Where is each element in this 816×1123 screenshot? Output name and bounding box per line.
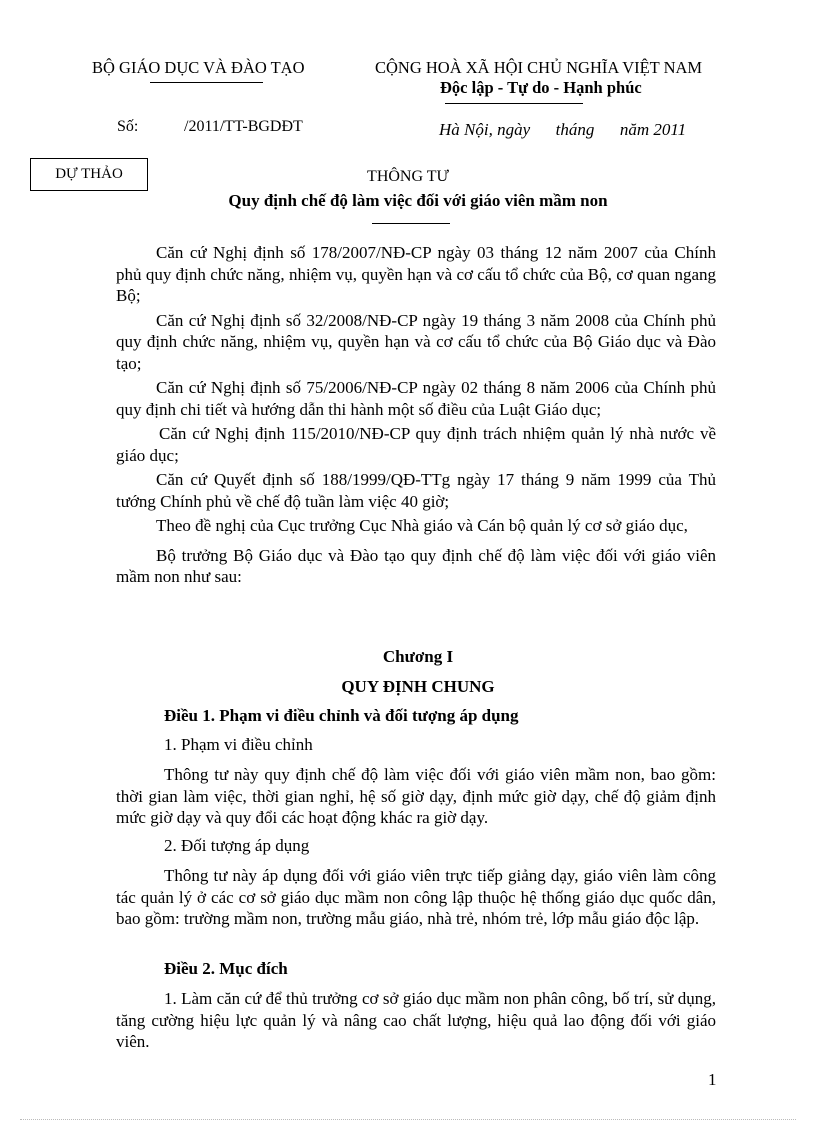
preamble-paragraph: Căn cứ Nghị định 115/2010/NĐ-CP quy định trách nhiệm quản lý nhà nước về giáo dục; [116, 424, 716, 465]
doc-number-label: Số: [117, 118, 139, 135]
article1-clause2-text: Thông tư này áp dụng đối với giáo viên trực tiếp giảng dạy, giáo viên làm công tác quản lý ở các cơ sở giáo dục mầm non công lập thuộc hệ thống giáo dục quốc dân, bao gồm: trường mầm non, trường mẫu giáo, nhà trẻ, nhóm trẻ, lớp mẫu giáo độc lập. [116, 866, 716, 928]
chapter-name: QUY ĐỊNH CHUNG [341, 677, 495, 696]
motto: Độc lập - Tự do - Hạnh phúc [440, 78, 642, 97]
article1-clause2-title: 2. Đối tượng áp dụng [164, 836, 310, 855]
ministry-name: BỘ GIÁO DỤC VÀ ĐÀO TẠO [92, 58, 305, 77]
preamble-paragraph: Căn cứ Nghị định số 32/2008/NĐ-CP ngày 19 tháng 3 năm 2008 của Chính phủ quy định chức năng, nhiệm vụ, quyền hạn và cơ cấu tổ chức của Bộ Giáo dục và Đào tạo; [116, 310, 716, 373]
preamble-paragraph: Căn cứ Nghị định số 178/2007/NĐ-CP ngày 03 tháng 12 năm 2007 của Chính phủ quy định chức năng, nhiệm vụ, quyền hạn và cơ cấu tổ chức của Bộ, cơ quan ngang Bộ; [116, 243, 716, 305]
page-number: 1 [708, 1070, 717, 1089]
article1-heading: Điều 1. Phạm vi điều chỉnh và đối tượng áp dụng [164, 706, 519, 725]
doc-type: THÔNG TƯ [367, 168, 449, 185]
preamble-paragraph: Theo đề nghị của Cục trưởng Cục Nhà giáo và Cán bộ quản lý cơ sở giáo dục, [156, 516, 688, 535]
article2-clause1 [116, 988, 716, 1053]
doc-subject: Quy định chế độ làm việc đối với giáo viên mầm non [228, 191, 608, 210]
article1-clause1-text: Thông tư này quy định chế độ làm việc đối với giáo viên mầm non, bao gồm: thời gian làm việc, thời gian nghỉ, hệ số giờ dạy, định mức giờ dạy, chế độ giảm định mức giờ dạy và quy đổi các hoạt động khác ra giờ dạy. [116, 765, 716, 827]
preamble-paragraph: Căn cứ Nghị định số 75/2006/NĐ-CP ngày 02 tháng 8 năm 2006 của Chính phủ quy định chi tiết và hướng dẫn thi hành một số điều của Luật Giáo dục; [116, 378, 716, 419]
chapter-number: Chương I [382, 647, 454, 666]
ministry-underline [150, 82, 263, 83]
article2-heading: Điều 2. Mục đích [164, 959, 288, 978]
article1-clause1-title: 1. Phạm vi điều chỉnh [164, 735, 313, 754]
republic-name: CỘNG HOÀ XÃ HỘI CHỦ NGHĨA VIỆT NAM [375, 58, 703, 77]
preamble [116, 242, 716, 588]
place-date: Hà Nội, ngày tháng năm 2011 [439, 120, 687, 139]
preamble-paragraph: Căn cứ Quyết định số 188/1999/QĐ-TTg ngày 17 tháng 9 năm 1999 của Thủ tướng Chính phủ về chế độ tuần làm việc 40 giờ; [116, 470, 716, 511]
doc-number: /2011/TT-BGDĐT [184, 118, 303, 135]
enactment-clause: Bộ trưởng Bộ Giáo dục và Đào tạo quy định chế độ làm việc đối với giáo viên mầm non như sau: [116, 545, 716, 586]
article2-clause1-text: 1. Làm căn cứ để thủ trưởng cơ sở giáo dục mầm non phân công, bố trí, sử dụng, tăng cường hiệu lực quản lý và nâng cao chất lượng, hiệu quả lao động đối với giáo viên. [116, 989, 716, 1051]
draft-label: DỰ THẢO [55, 166, 123, 182]
article1-clause2 [116, 865, 716, 930]
motto-underline [445, 103, 583, 104]
page-bottom-edge [20, 1119, 796, 1120]
article1-clause1 [116, 764, 716, 829]
title-underline [372, 223, 450, 224]
